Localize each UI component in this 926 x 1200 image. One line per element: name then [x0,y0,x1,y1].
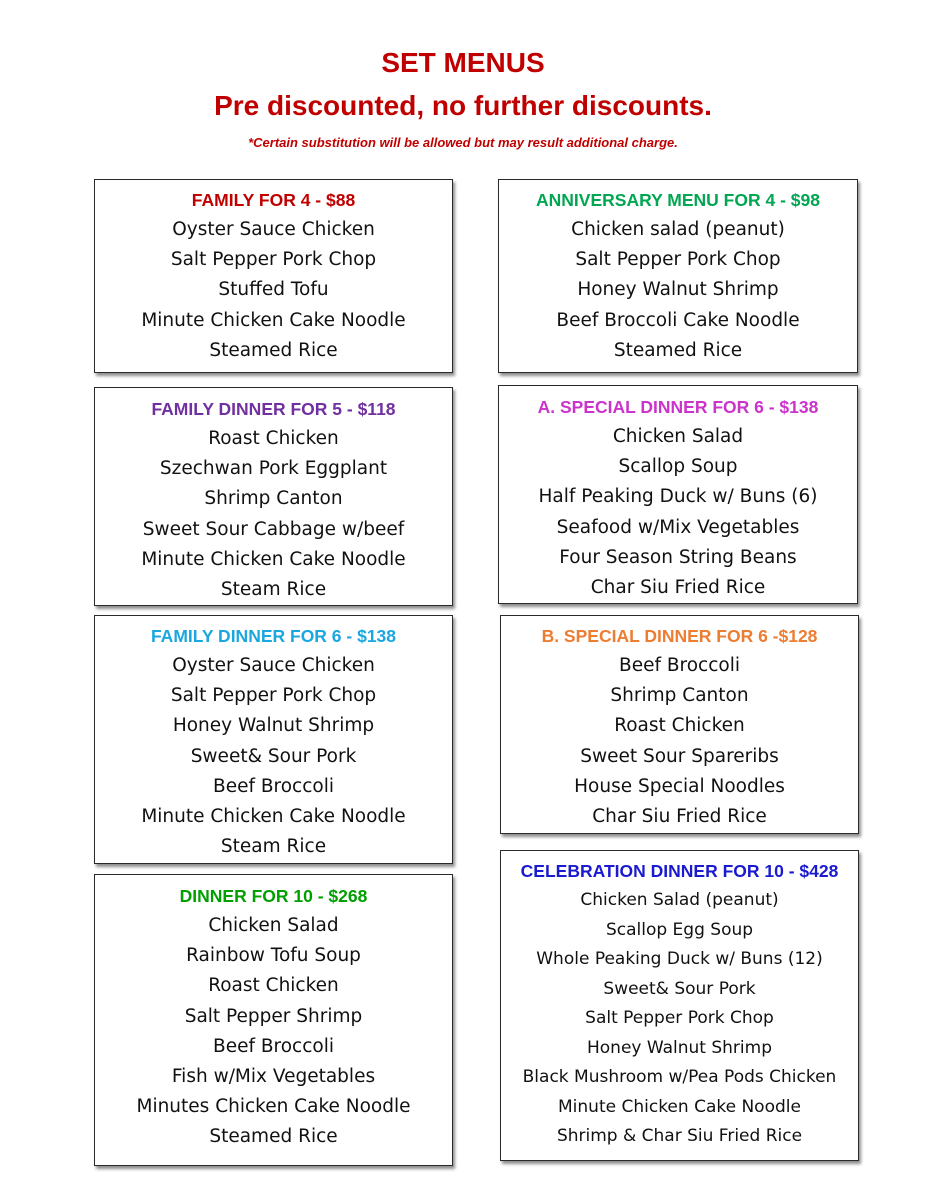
menu-title: B. SPECIAL DINNER FOR 6 -$128 [541,626,818,646]
menu-item: Beef Broccoli Cake Noodle [556,309,800,331]
menu-title: A. SPECIAL DINNER FOR 6 - $138 [537,397,819,417]
menu-item: Honey Walnut Shrimp [577,279,779,301]
menu-item: Beef Broccoli [619,655,740,676]
menu-items [95,651,452,862]
menu-box-special-dinner-a [498,385,858,604]
menu-items [499,215,857,366]
menu-item: Half Peaking Duck w/ Buns (6) [538,486,818,508]
menu-box-dinner-for-10 [94,874,453,1166]
menu-item: Salt Pepper Pork Chop [170,249,377,271]
menu-title: DINNER FOR 10 - $268 [179,886,368,906]
page-title: SET MENUS [381,47,545,78]
menu-item: Honey Walnut Shrimp [587,1037,772,1058]
menu-items [499,422,857,603]
menu-item: Chicken Salad [612,426,744,447]
menu-item: Four Season String Beans [559,546,797,568]
menu-item: Roast Chicken [208,428,339,449]
menu-item: Shrimp Canton [610,685,749,707]
menu-title: FAMILY DINNER FOR 6 - $138 [150,626,397,646]
menu-box-celebration-dinner-for-10 [500,850,859,1161]
menu-item: Beef Broccoli [213,775,334,797]
menu-items [501,886,858,1152]
menu-item: Sweet Sour Spareribs [580,745,779,767]
menu-item: Sweet& Sour Pork [603,978,756,999]
menu-item: Char Siu Fried Rice [590,577,766,599]
menu-item: Rainbow Tofu Soup [186,945,361,967]
menu-item: Minute Chicken Cake Noodle [141,309,406,331]
page-subtitle: Pre discounted, no further discounts. [214,90,712,121]
substitution-note: *Certain substitution will be allowed but may result additional charge. [248,135,678,150]
menu-item: Beef Broccoli [213,1035,334,1057]
menu-box-family-for-4 [94,179,453,373]
menu-item: Minute Chicken Cake Noodle [558,1096,801,1117]
menu-item: Szechwan Pork Eggplant [159,458,388,480]
menu-items [95,215,452,366]
menu-item: Minutes Chicken Cake Noodle [136,1096,411,1118]
menu-item: Roast Chicken [208,975,339,997]
menu-item: Char Siu Fried Rice [592,806,767,828]
menu-item: Steamed Rice [613,339,743,361]
menu-box-special-dinner-b [500,615,859,834]
menu-box-family-dinner-for-5 [94,387,453,606]
menu-item: Oyster Sauce Chicken [172,655,375,676]
menu-item: Steam Rice [220,836,327,858]
menu-item: Minute Chicken Cake Noodle [141,548,406,570]
menu-title: FAMILY FOR 4 - $88 [191,190,356,210]
menu-box-family-dinner-for-6 [94,615,453,864]
menu-item: Minute Chicken Cake Noodle [141,806,406,828]
menu-item: Salt Pepper Shrimp [184,1005,363,1027]
menu-item: Scallop Egg Soup [605,919,754,940]
menu-title: CELEBRATION DINNER FOR 10 - $428 [520,861,839,881]
menu-item: Stuffed Tofu [218,279,329,301]
menu-item: Sweet Sour Cabbage w/beef [142,518,405,540]
menu-item: Salt Pepper Pork Chop [585,1008,774,1028]
menu-item: Black Mushroom w/Pea Pods Chicken [522,1067,837,1087]
menu-items [95,911,452,1153]
menu-item: Steam Rice [220,579,327,601]
menu-item: Steamed Rice [209,1126,338,1148]
menu-item: Roast Chicken [614,715,745,737]
menu-item: Salt Pepper Pork Chop [170,685,377,707]
menu-items [95,424,452,605]
menu-item: Salt Pepper Pork Chop [575,249,781,271]
menu-item: Honey Walnut Shrimp [172,715,375,737]
menu-title: ANNIVERSARY MENU FOR 4 - $98 [536,190,820,210]
menu-item: Seafood w/Mix Vegetables [556,516,800,538]
menu-item: Shrimp Canton [204,488,343,510]
menu-items [501,651,858,832]
menu-item: Oyster Sauce Chicken [172,219,375,240]
menu-item: Shrimp & Char Siu Fried Rice [556,1126,803,1146]
menu-item: Fish w/Mix Vegetables [171,1066,376,1088]
menu-box-anniversary-menu-for-4 [498,179,858,373]
menu-item: House Special Noodles [574,775,785,797]
menu-item: Chicken Salad (peanut) [580,890,779,910]
menu-item: Chicken salad (peanut) [571,219,785,240]
menu-item: Steamed Rice [209,339,338,361]
menu-title: FAMILY DINNER FOR 5 - $118 [151,399,396,419]
menu-item: Scallop Soup [618,456,738,478]
menu-item: Sweet& Sour Pork [190,745,357,767]
menu-item: Whole Peaking Duck w/ Buns (12) [536,949,823,969]
menu-item: Chicken Salad [208,915,339,936]
